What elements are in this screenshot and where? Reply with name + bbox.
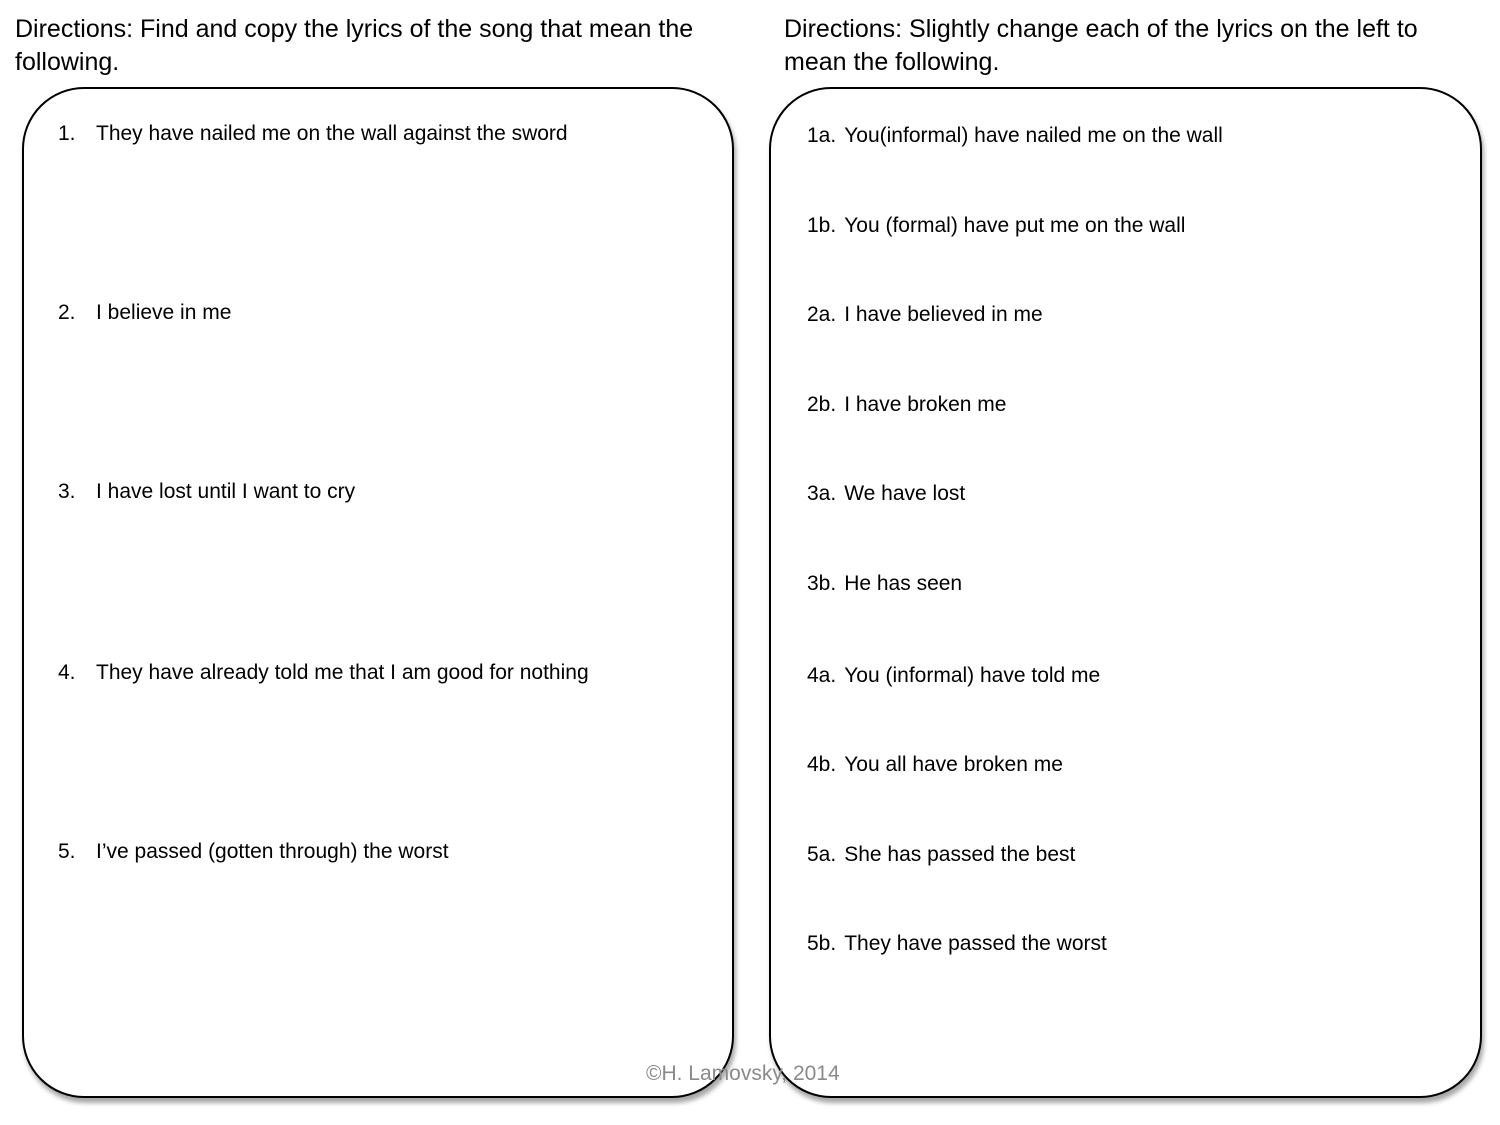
left-item-1 [58, 121, 568, 147]
right-item-4a [807, 663, 1100, 689]
right-item-2b [807, 392, 1006, 418]
item-text: I have broken me [844, 393, 1007, 416]
item-number: 4. [58, 661, 76, 684]
item-number: 5. [58, 840, 76, 863]
right-item-4b [807, 752, 1063, 778]
directions-left: Directions: Find and copy the lyrics of the song that mean the following. [15, 15, 694, 76]
item-number: 1a. [807, 124, 837, 147]
item-text: She has passed the best [844, 843, 1076, 866]
item-number: 5a. [807, 843, 837, 866]
item-text: I have believed in me [844, 303, 1043, 326]
item-number: 3. [58, 480, 76, 503]
right-item-2a [807, 302, 1043, 328]
item-text: We have lost [844, 482, 966, 505]
item-number: 5b. [807, 932, 837, 955]
right-item-3b [807, 571, 962, 597]
item-text: They have passed the worst [844, 932, 1107, 955]
copyright-notice: ©H. Lamovsky, 2014 [646, 1062, 840, 1085]
item-text: You(informal) have nailed me on the wall [844, 124, 1223, 147]
item-text: I believe in me [96, 301, 232, 324]
item-text: You (formal) have put me on the wall [844, 214, 1186, 237]
item-text: You (informal) have told me [844, 664, 1101, 687]
right-item-1a [807, 123, 1223, 149]
right-item-1b [807, 213, 1185, 239]
right-item-5b [807, 931, 1107, 957]
item-number: 2. [58, 301, 76, 324]
item-text: They have already told me that I am good for nothing [96, 661, 589, 684]
right-panel [769, 87, 1482, 1098]
item-number: 3b. [807, 572, 837, 595]
directions-right: Directions: Slightly change each of the lyrics on the left to mean the following. [784, 15, 1418, 76]
left-panel [22, 87, 734, 1098]
item-number: 3a. [807, 482, 837, 505]
item-text: He has seen [844, 572, 963, 595]
right-item-5a [807, 842, 1075, 868]
item-number: 4b. [807, 753, 837, 776]
left-item-5 [58, 839, 449, 865]
left-item-4 [58, 660, 589, 686]
item-number: 4a. [807, 664, 837, 687]
item-text: I have lost until I want to cry [96, 480, 356, 503]
left-item-2 [58, 300, 231, 326]
item-number: 2a. [807, 303, 837, 326]
right-item-3a [807, 481, 965, 507]
item-text: They have nailed me on the wall against the sword [96, 122, 568, 145]
item-number: 1b. [807, 214, 837, 237]
item-text: I’ve passed (gotten through) the worst [96, 840, 449, 863]
item-number: 1. [58, 122, 76, 145]
item-number: 2b. [807, 393, 837, 416]
left-item-3 [58, 479, 355, 505]
item-text: You all have broken me [844, 753, 1063, 776]
